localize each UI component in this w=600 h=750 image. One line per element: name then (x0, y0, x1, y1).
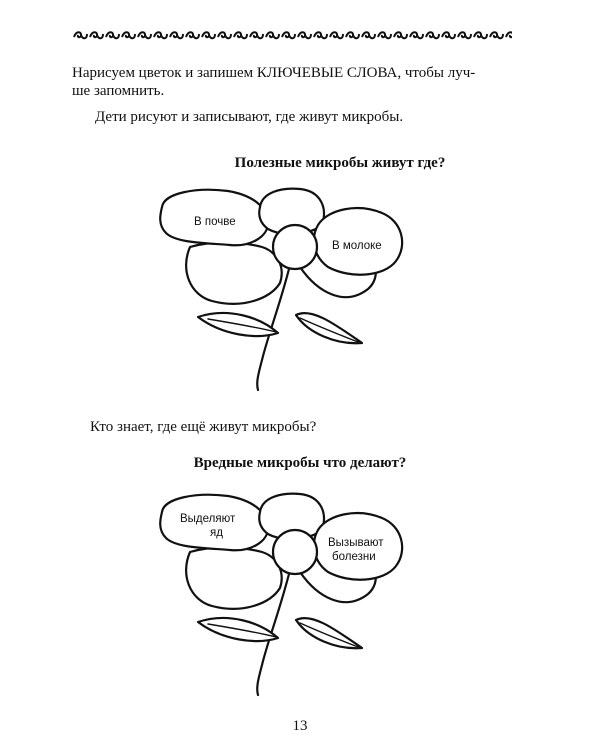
intro-line-2: ше запомнить. (72, 83, 165, 99)
flower-diagram-harmful (150, 490, 420, 700)
flower1-right-petal-label: В молоке (332, 240, 382, 252)
flower1-left-petal-label: В почве (194, 216, 236, 228)
flower2-left-petal-label-line1: Выделяют (180, 513, 236, 525)
question-line: Кто знает, где ещё живут микробы? (90, 419, 317, 435)
flower2-left-petal-label-line2: яд (210, 527, 223, 539)
intro-line-3: Дети рисуют и записывают, где живут микробы. (95, 109, 404, 125)
flower1-heading: Полезные микробы живут где? (234, 155, 446, 171)
intro-line-1: Нарисуем цветок и запишем КЛЮЧЕВЫЕ СЛОВА, чтобы луч- (72, 65, 476, 81)
decorative-ornament-border (72, 28, 512, 42)
flower2-right-petal-label-line1: Вызывают (328, 537, 384, 549)
page-number: 13 (292, 718, 308, 734)
flower2-heading: Вредные микробы что делают? (193, 455, 407, 471)
flower-diagram-useful (150, 185, 420, 395)
flower2-right-petal-label-line2: болезни (332, 551, 376, 563)
